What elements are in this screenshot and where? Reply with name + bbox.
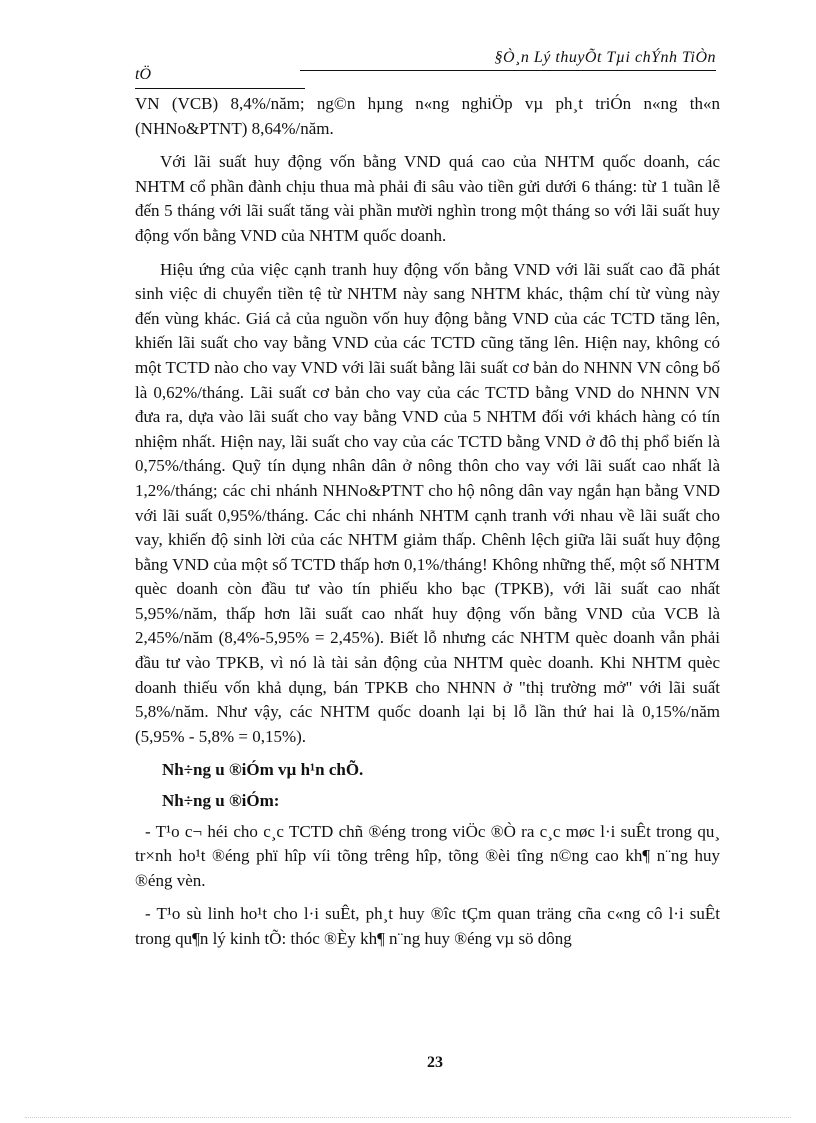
running-header-continuation: tÖ [135,66,151,83]
page-number: 23 [427,1054,443,1071]
bullet-item: - T¹o sù linh ho¹t cho l·i suÊt, ph¸t huy ®îc tÇm quan träng cña c«ng cô l·i suÊt trong qu¶n lý kinh tÕ: thóc ®Èy kh¶ n¨ng huy ®éng vµ sö dông [135,904,720,948]
subsection-heading: Nh÷ng u ®iÓm: [162,791,280,811]
section-heading: Nh÷ng u ®iÓm vµ h¹n chÕ. [162,760,364,780]
paragraph-continued: VN (VCB) 8,4%/năm; ng©n hµng n«ng nghiÖp vµ ph¸t triÓn n«ng th«n (NHNo&PTNT) 8,64%/năm. [135,94,720,138]
header-continuation-rule [135,88,305,89]
bullet-item: - T¹o c¬ héi cho c¸c TCTD chñ ®éng trong viÖc ®Ò ra c¸c møc l·i suÊt trong qu¸ tr×nh ho¹t ®éng phï hîp víi tõng trêng hîp, tõng ®èi tîng n©ng cao kh¶ n¨ng huy ®éng vèn. [135,821,720,890]
document-body [135,92,720,961]
paragraph: Hiệu ứng của việc cạnh tranh huy động vốn bằng VND với lãi suất cao đã phát sinh việc di chuyển tiền tệ từ NHTM này sang NHTM khác, thậm chí từ vùng này đến vùng khác. Giá cả của nguồn vốn huy động bằng VND của các TCTD tăng lên, khiến lãi suất cho vay bằng VND của các TCTD cũng tăng lên. Hiện nay, không có một TCTD nào cho vay VND với lãi suất bằng lãi suất cơ bản do NHNN VN công bố là 0,62%/tháng. Lãi suất cơ bản cho vay của các TCTD bằng VND do NHNN VN đưa ra, dựa vào lãi suất cho vay bằng VND của 5 NHTM đối với khách hàng có tín nhiệm nhất. Hiện nay, lãi suất cho vay của các TCTD bằng VND ở đô thị phổ biến là 0,75%/tháng. Quỹ tín dụng nhân dân ở nông thôn cho vay với lãi suất cao nhất là 1,2%/tháng; các chi nhánh NHNo&PTNT cho hộ nông dân vay ngắn hạn bằng VND với lãi suất 0,95%/tháng. Các chi nhánh NHTM cạnh tranh với nhau về lãi suất cho vay, khiến độ sinh lời của các NHTM giảm thấp. Chênh lệch giữa lãi suất huy động bằng VND của một số TCTD thấp hơn 0,1%/tháng! Không những thế, một số NHTM quèc doanh còn đầu tư vào tín phiếu kho bạc (TPKB), với lãi suất cao nhất 5,95%/năm, thấp hơn lãi suất cao nhất huy động vốn bằng VND của VCB là 2,45%/năm (8,4%-5,95% = 2,45%). Biết lỗ nhưng các NHTM quèc doanh vẫn phải đầu tư vào TPKB, vì nó là tài sản động của NHTM quèc doanh. Khi NHTM quèc doanh thiếu vốn khả dụng, bán TPKB cho NHNN ở "thị trường mở" với lãi suất 5,8%/năm. Như vậy, các NHTM quốc doanh lại bị lỗ lần thứ hai là 0,15%/năm (5,95% - 5,8% = 0,15%). [135,259,720,746]
running-header-title: §Ò¸n Lý thuyÕt Tµi chÝnh TiÒn [494,49,716,66]
paragraph: Với lãi suất huy động vốn bằng VND quá cao của NHTM quốc doanh, các NHTM cổ phần đành chịu thua mà phải đi sâu vào tiền gửi dưới 6 tháng: từ 1 tuần lễ đến 5 tháng với lãi suất tăng vài phần mười nghìn trong một tháng so với lãi suất huy động vốn bằng VND của NHTM quốc doanh. [135,152,720,245]
header-rule [300,70,716,71]
page-bottom-border [25,1117,791,1118]
